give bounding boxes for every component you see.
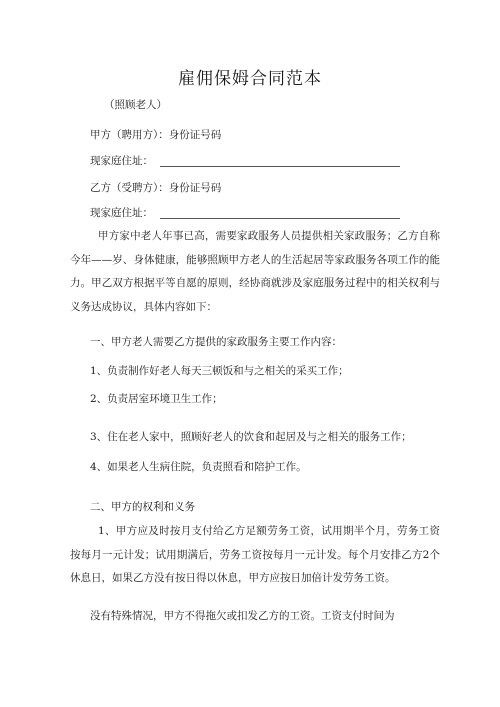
section2-paragraph-1: 1、甲方应及时按月支付给乙方足额劳务工资，试用期半个月，劳务工资按每月一元计发；试用期满后，劳务工资按每月一元计发。每个月安排乙方2个休息日，如果乙方没有按日得以休息，甲方应按日加倍计发劳务工资。 (70, 525, 440, 584)
party-a-address-blank (160, 166, 400, 167)
service-item-1: 1、负责制作好老人每天三顿饭和与之相关的采买工作； (90, 365, 349, 377)
intro-paragraph: 甲方家中老人年事已高，需要家政服务人员提供相关家政服务；乙方自称今年——岁、身体健康，能够照顾甲方老人的生活起居等家政服务各项工作的能力。甲乙双方根据平等自愿的原则，经协商就涉及家庭服务过程中的相关权利与义务达成协议，具体内容如下： (70, 230, 440, 313)
document-title: 雇佣保姆合同范本 (178, 69, 322, 89)
section2-heading: 二、甲方的权利和义务 (90, 501, 195, 513)
party-b-address-label: 现家庭住址： (90, 207, 153, 219)
party-a-address-label: 现家庭住址： (90, 155, 153, 167)
service-item-4: 4、如果老人生病住院，负责照看和陪护工作。 (90, 461, 307, 473)
party-b-label: 乙方（受聘方）：身份证号码 (90, 182, 222, 194)
party-a-label: 甲方（聘用方）：身份证号码 (90, 129, 222, 141)
document-subtitle: （照顾老人） (104, 99, 167, 111)
service-item-3: 3、住在老人家中，照顾好老人的饮食和起居及与之相关的服务工作； (90, 431, 412, 443)
service-item-2: 2、负责居室环境卫生工作； (90, 393, 223, 405)
section1-heading: 一、甲方老人需要乙方提供的家政服务主要工作内容： (90, 336, 342, 348)
section2-paragraph-2: 没有特殊情况，甲方不得拖欠或扣发乙方的工资。工资支付时间为 (90, 610, 395, 622)
party-b-address-blank (160, 218, 400, 219)
